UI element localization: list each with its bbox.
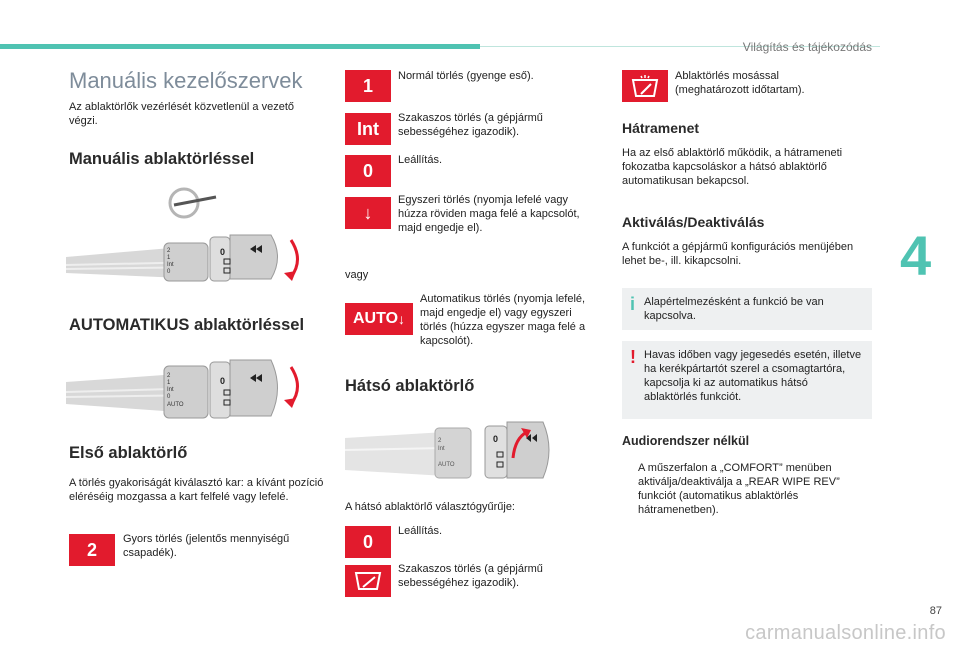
ring-label-0: 0 [493,434,499,444]
stalk-label-2: 2 [167,373,171,379]
stalk-label-int: Int [438,446,445,452]
stalk-label-1: 1 [167,380,171,386]
arrow-down-icon: ↓ [363,202,373,223]
rear-wiper-heading: Hátsó ablaktörlő [345,377,475,395]
reverse-heading: Hátramenet [622,120,700,136]
info-note [622,288,872,330]
activation-text: A funkciót a gépjármű konfigurációs menüjében lehet be-, ill. kikapcsolni. [622,241,854,267]
badge-off: 0 [345,155,391,187]
warning-note [622,341,872,419]
stalk-label-0: 0 [167,394,171,400]
badge-auto: AUTO ↓ [345,303,413,335]
warning-icon: ! [630,347,636,367]
audio-heading: Audiorendszer nélkül [622,434,750,448]
ring-label-0: 0 [220,376,226,386]
wash-text: Ablaktörlés mosással (meghatározott időtartam). [675,70,805,96]
watermark: carmanualsonline.info [745,622,946,644]
front-wiper-heading: Első ablaktörlő [69,444,188,462]
chapter-tab [900,224,938,288]
auto-wipe-text: Automatikus törlés (nyomja lefelé, majd engedje el) vagy egyszeri törlés (húzza egyszer maga felé a kapcsolót). [420,293,586,347]
intro-text: Az ablaktörlők vezérlését közvetlenül a vezető végzi. [69,101,295,127]
badge-normal: 1 [345,70,391,102]
badge-int: Int [345,113,391,145]
info-note-text: Alapértelmezésként a funkció be van kapcsolva. [644,296,824,322]
stalk-label-0: 0 [167,269,171,275]
wiper-stalk-manual-illustration [66,185,316,285]
manual-wiping-heading: Manuális ablaktörléssel [69,150,255,168]
washer-icon [629,74,661,98]
stalk-label-2: 2 [438,438,442,444]
rear-wiper-stalk-illustration [345,418,555,480]
warning-note-text: Havas időben vagy jegesedés esetén, illetve ha kerékpártartót szerel a csomagtartóra, kapcsolja ki az automatikus hátsó ablaktörlés funkciót. [644,349,862,403]
stalk-label-int: Int [167,387,174,393]
stalk-label-2: 2 [167,248,171,254]
header-accent-bar [0,44,480,49]
auto-wiping-heading: AUTOMATIKUS ablaktörléssel [69,316,305,334]
section-title: Világítás és tájékozódás [742,40,872,54]
or-text: vagy [345,269,369,281]
page-title: Manuális kezelőszervek [69,68,303,93]
stalk-label-int: Int [167,262,174,268]
rear-wiper-intro: A hátsó ablaktörlő választógyűrűje: [345,501,515,513]
stalk-label-1: 1 [167,255,171,261]
single-wipe-text: Egyszeri törlés (nyomja lefelé vagy húzza röviden maga felé a kapcsolót, majd engedje el). [398,194,580,234]
ring-label-0: 0 [220,247,226,257]
activation-heading: Aktiválás/Deaktiválás [622,214,765,230]
badge-wash [622,70,668,102]
page-number: 87 [929,605,942,617]
rear-interval-text: Szakaszos törlés (a gépjármű sebességéhez igazodik). [398,563,543,589]
rear-off-text: Leállítás. [398,525,443,537]
wiper-stalk-auto-illustration [66,352,316,422]
reverse-text: Ha az első ablaktörlő működik, a hátrameneti fokozatba kapcsoláskor a hátsó ablaktörlő automatikusan bekapcsol. [622,147,843,187]
badge-rear-interval [345,565,391,597]
info-icon: i [630,294,636,314]
audio-text: A műszerfalon a „COMFORT” menüben aktiválja/deaktiválja a „REAR WIPE REV” funkciót (automatikus ablaktörlés hátramenetben). [638,462,840,516]
stalk-label-auto: AUTO [167,402,184,408]
arrow-down-icon: ↓ [398,311,406,327]
fast-wipe-text: Gyors törlés (jelentős mennyiségű csapadék). [123,533,290,559]
badge-fast: 2 [69,534,115,566]
rear-wiper-icon [353,571,383,591]
normal-wipe-text: Normál törlés (gyenge eső). [398,70,534,82]
off-text: Leállítás. [398,154,443,166]
badge-rear-off: 0 [345,526,391,558]
badge-single [345,197,391,229]
chapter-number: 4 [900,224,932,287]
stalk-label-auto: AUTO [438,462,455,468]
front-wiper-text: A törlés gyakoriságát kiválasztó kar: a kívánt pozíció eléréséig mozgassa a kart felfelé vagy lefelé. [69,477,324,503]
interval-wipe-text: Szakaszos törlés (a gépjármű sebességéhez igazodik). [398,112,543,138]
